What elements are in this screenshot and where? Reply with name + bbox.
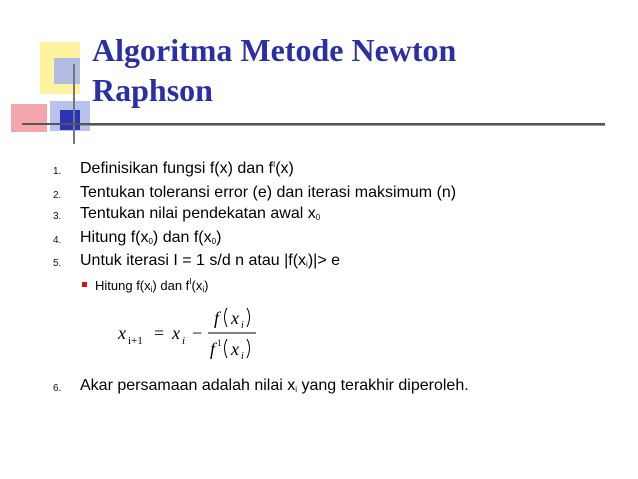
step-text (80, 229, 221, 247)
text-part: Hitung f(x (95, 278, 151, 293)
superscript: I (189, 277, 192, 286)
text-part: Tentukan nilai pendekatan awal x (80, 205, 316, 222)
formula-denominator-superscript: 1 (217, 338, 222, 348)
paren-left (225, 308, 228, 327)
formula-rhs-x: x (172, 323, 180, 343)
subscript: i (202, 285, 205, 294)
formula-numerator-x: x (231, 308, 239, 328)
text-part: ) dan f (152, 278, 190, 293)
text-part: (x (191, 278, 203, 293)
step-text (80, 205, 320, 223)
formula-lhs-subscript: i+1 (128, 335, 143, 347)
step-number: 4. (53, 235, 62, 246)
paren-right (247, 308, 250, 327)
text-part: Hitung f(x (80, 229, 149, 246)
paren-right (247, 339, 250, 358)
text-part: ) (216, 229, 222, 246)
newton-raphson-formula (110, 300, 280, 366)
step-text (80, 252, 340, 270)
step-number: 2. (53, 190, 62, 201)
step-text (80, 377, 469, 395)
formula-denominator-f: f (210, 339, 216, 359)
text-part: )|> e (307, 252, 340, 269)
decor-vertical-line (73, 64, 75, 144)
step-number: 3. (53, 211, 62, 222)
subscript: i (306, 260, 308, 269)
subscript: i (150, 285, 153, 294)
step-number: 5. (53, 258, 62, 269)
text-part: ) (204, 278, 209, 293)
title-line-2: Raphson (92, 72, 213, 108)
formula-denominator-subscript: i (241, 351, 244, 362)
text-part: Untuk iterasi I = 1 s/d n atau |f(x (80, 252, 307, 269)
subscript: 0 (148, 237, 153, 246)
formula-numerator-subscript: i (241, 320, 244, 331)
step-number: 6. (53, 383, 62, 394)
text-part: (x) (275, 160, 294, 177)
sub-bullet-text (95, 278, 208, 293)
sub-bullet (82, 277, 208, 297)
step-text: Tentukan toleransi error (e) dan iterasi maksimum (n) (80, 184, 457, 201)
formula-minus: − (192, 323, 203, 343)
title-underline-shadow (80, 125, 605, 126)
bullet-marker (82, 282, 87, 287)
subscript: i (295, 385, 298, 394)
paren-left (225, 339, 228, 358)
subscript: 0 (315, 213, 321, 222)
formula-denominator-x: x (231, 339, 239, 359)
subscript: 0 (211, 237, 217, 246)
slide-title (92, 30, 612, 110)
text-part: ) dan f(x (152, 229, 212, 246)
step-number: 1. (53, 166, 62, 177)
text-part: Akar persamaan adalah nilai x (80, 377, 296, 394)
decor-square-blue (54, 58, 80, 84)
formula-rhs-subscript: i (182, 335, 186, 347)
decor-square-pink (11, 104, 47, 132)
step-text (80, 160, 294, 178)
formula-numerator-f: f (214, 308, 220, 328)
formula-lhs-x: x (118, 323, 126, 343)
formula-equals: = (154, 323, 165, 343)
superscript: I (272, 160, 276, 169)
decor-square-navy (60, 110, 80, 130)
text-part: Definisikan fungsi f(x) dan f (80, 160, 273, 177)
text-part: yang terakhir diperoleh. (297, 377, 469, 394)
title-line-1: Algoritma Metode Newton (92, 32, 457, 68)
